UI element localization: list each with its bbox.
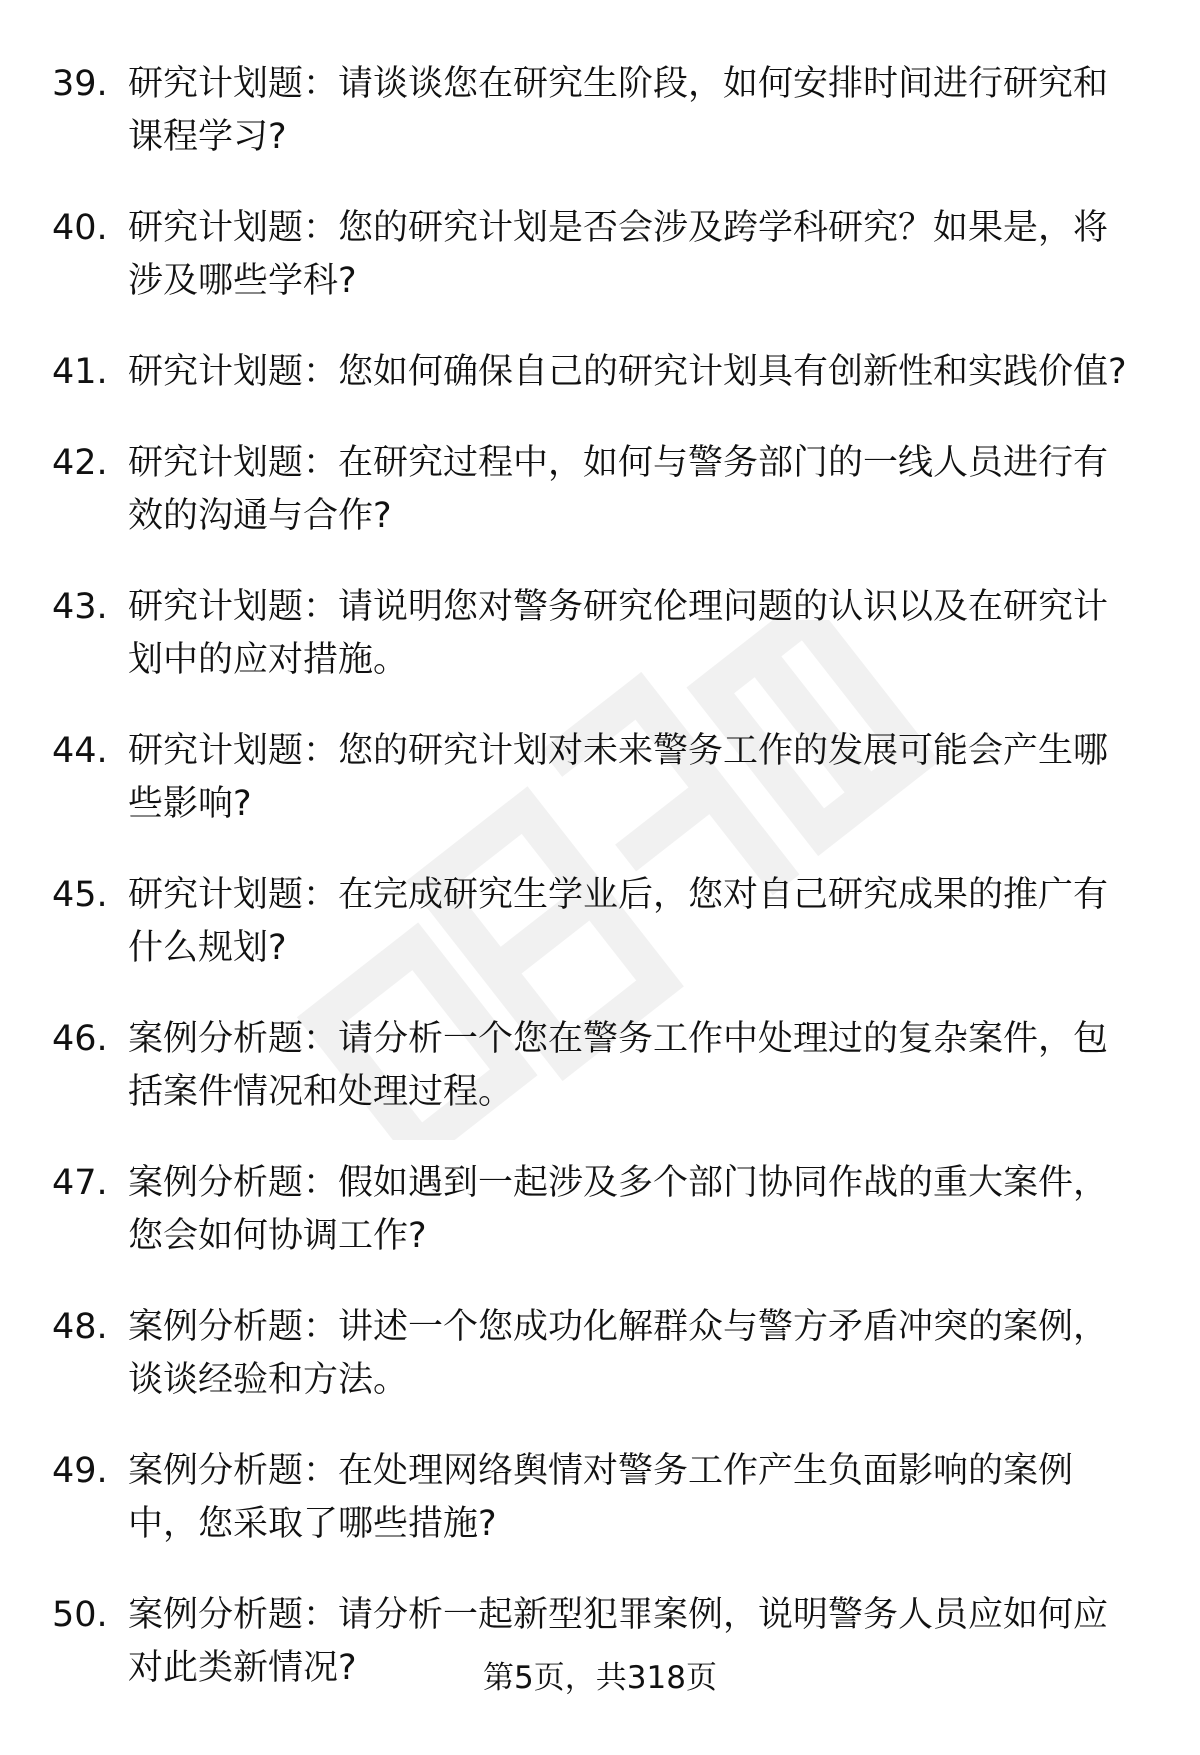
question-item	[52, 58, 1142, 164]
question-number: 47.	[52, 1163, 108, 1203]
question-text: 案例分析题：讲述一个您成功化解群众与警方矛盾冲突的案例，谈谈经验和方法。	[128, 1307, 1109, 1400]
question-number: 50.	[52, 1595, 108, 1635]
question-item	[52, 346, 1142, 399]
question-number: 48.	[52, 1307, 108, 1347]
question-number: 41.	[52, 352, 108, 392]
question-text: 案例分析题：假如遇到一起涉及多个部门协同作战的重大案件，您会如何协调工作?	[128, 1163, 1109, 1256]
question-text: 研究计划题：请谈谈您在研究生阶段，如何安排时间进行研究和课程学习?	[128, 64, 1109, 157]
question-number: 39.	[52, 64, 108, 104]
question-text: 案例分析题：在处理网络舆情对警务工作产生负面影响的案例中，您采取了哪些措施?	[128, 1451, 1074, 1544]
question-item	[52, 437, 1142, 543]
question-number: 40.	[52, 208, 108, 248]
question-number: 42.	[52, 443, 108, 483]
question-item	[52, 1157, 1142, 1263]
question-list	[52, 58, 1142, 1733]
question-number: 49.	[52, 1451, 108, 1491]
question-text: 研究计划题：您的研究计划对未来警务工作的发展可能会产生哪些影响?	[128, 731, 1109, 824]
question-text: 案例分析题：请分析一起新型犯罪案例，说明警务人员应如何应对此类新情况?	[128, 1595, 1109, 1688]
question-text: 研究计划题：您如何确保自己的研究计划具有创新性和实践价值?	[128, 352, 1127, 392]
question-item	[52, 1013, 1142, 1119]
question-number: 44.	[52, 731, 108, 771]
question-item	[52, 581, 1142, 687]
question-text: 研究计划题：请说明您对警务研究伦理问题的认识以及在研究计划中的应对措施。	[128, 587, 1109, 680]
question-text: 研究计划题：在研究过程中，如何与警务部门的一线人员进行有效的沟通与合作?	[128, 443, 1109, 536]
question-number: 45.	[52, 875, 108, 915]
page-footer: 第5页，共318页	[483, 1660, 717, 1696]
question-item	[52, 1445, 1142, 1551]
question-number: 43.	[52, 587, 108, 627]
question-text: 研究计划题：在完成研究生学业后，您对自己研究成果的推广有什么规划?	[128, 875, 1109, 968]
question-item	[52, 725, 1142, 831]
question-item	[52, 202, 1142, 308]
question-number: 46.	[52, 1019, 108, 1059]
question-item	[52, 1301, 1142, 1407]
question-text: 案例分析题：请分析一个您在警务工作中处理过的复杂案件，包括案件情况和处理过程。	[128, 1019, 1109, 1112]
question-text: 研究计划题：您的研究计划是否会涉及跨学科研究？如果是，将涉及哪些学科?	[128, 208, 1109, 301]
question-item	[52, 869, 1142, 975]
